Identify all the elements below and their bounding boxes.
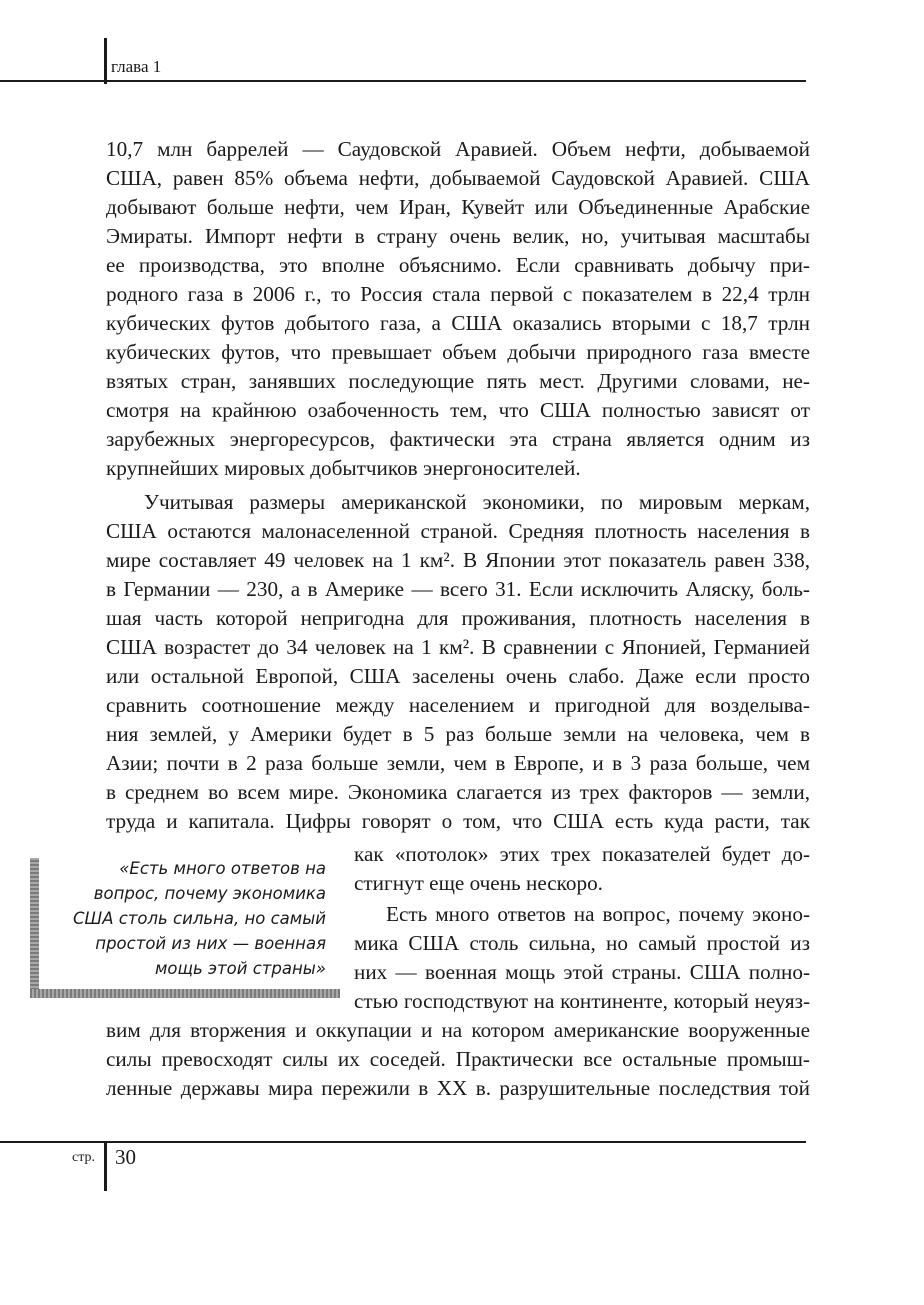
text-line: Эмираты. Импорт нефти в страну очень велик, но, учитывая масштабы [106,224,810,248]
footer-rule-vertical [104,1141,107,1191]
text-line: сравнить соотношение между населением и пригодной для возделыва- [106,693,810,717]
text-line: труда и капитала. Цифры говорят о том, что США есть куда расти, так [106,809,810,833]
text-line: вим для вторжения и оккупации и на котором американские вооруженные [106,1018,810,1042]
page-label: стр. [72,1150,96,1165]
pull-quote-base-bar [30,989,340,998]
text-line: крупнейших мировых добытчиков энергоносителей. [106,456,581,480]
text-line: стигнут еще очень нескоро. [354,871,603,895]
page-number: 30 [115,1145,136,1169]
pull-quote-line: мощь этой страны» [154,959,326,978]
text-line: родного газа в 2006 г., то Россия стала первой с показателем в 22,4 трлн [106,282,810,306]
text-line: стью господствуют на континенте, который неуяз- [354,989,810,1013]
text-line: взятых стран, занявших последующие пять мест. Другими словами, не- [106,369,810,393]
pull-quote-line: США столь сильна, но самый [73,909,326,928]
pull-quote-line: «Есть много ответов на [119,859,326,878]
text-line: 10,7 млн баррелей — Саудовской Аравией. Объем нефти, добываемой [106,137,810,161]
header-rule [0,80,806,82]
footer-rule [0,1141,806,1143]
text-line: в среднем во всем мире. Экономика слагается из трех факторов — земли, [106,780,810,804]
text-line: зарубежных энергоресурсов, фактически эта страна является одним из [106,427,810,451]
text-line: кубических футов, что превышает объем добычи природного газа вместе [106,340,810,364]
text-line: Учитывая размеры американской экономики, по мировым меркам, [144,490,810,514]
text-line: силы превосходят силы их соседей. Практически все остальные промыш- [106,1047,810,1071]
text-line: США остаются малонаселенной страной. Средняя плотность населения в [106,519,810,543]
text-line: или остальной Европой, США заселены очень слабо. Даже если просто [106,664,810,688]
text-line: в Германии — 230, а в Америке — всего 31. Если исключить Аляску, боль- [106,577,810,601]
pull-quote-line: вопрос, почему экономика [93,884,326,903]
text-line: мика США столь сильна, но самый простой из [354,931,810,955]
text-line: как «потолок» этих трех показателей будет до- [354,842,810,866]
text-line: мире составляет 49 человек на 1 км². В Японии этот показатель равен 338, [106,548,810,572]
text-line: Есть много ответов на вопрос, почему эконо- [386,902,810,926]
text-line: шая часть которой непригодна для проживания, плотность населения в [106,606,810,630]
text-line: них — военная мощь этой страны. США полно- [354,960,810,984]
header-rule-vertical [104,38,107,84]
text-line: США, равен 85% объема нефти, добываемой Саудовской Аравией. США [106,166,810,190]
text-line: США возрастет до 34 человек на 1 км². В сравнении с Японией, Германией [106,635,810,659]
text-line: добывают больше нефти, чем Иран, Кувейт или Объединенные Арабские [106,195,810,219]
text-line: ленные державы мира пережили в XX в. разрушительные последствия той [106,1076,810,1100]
pull-quote-bar [30,858,39,998]
text-line: кубических футов добытого газа, а США оказались вторыми с 18,7 трлн [106,311,810,335]
text-line: ее производства, это вполне объяснимо. Если сравнивать добычу при- [106,253,810,277]
pull-quote-line: простой из них — военная [95,934,326,953]
text-line: ния землей, у Америки будет в 5 раз больше земли на человека, чем в [106,722,810,746]
text-line: Азии; почти в 2 раза больше земли, чем в Европе, и в 3 раза больше, чем [106,751,810,775]
text-line: смотря на крайнюю озабоченность тем, что США полностью зависят от [106,398,810,422]
chapter-label: глава 1 [111,57,162,76]
